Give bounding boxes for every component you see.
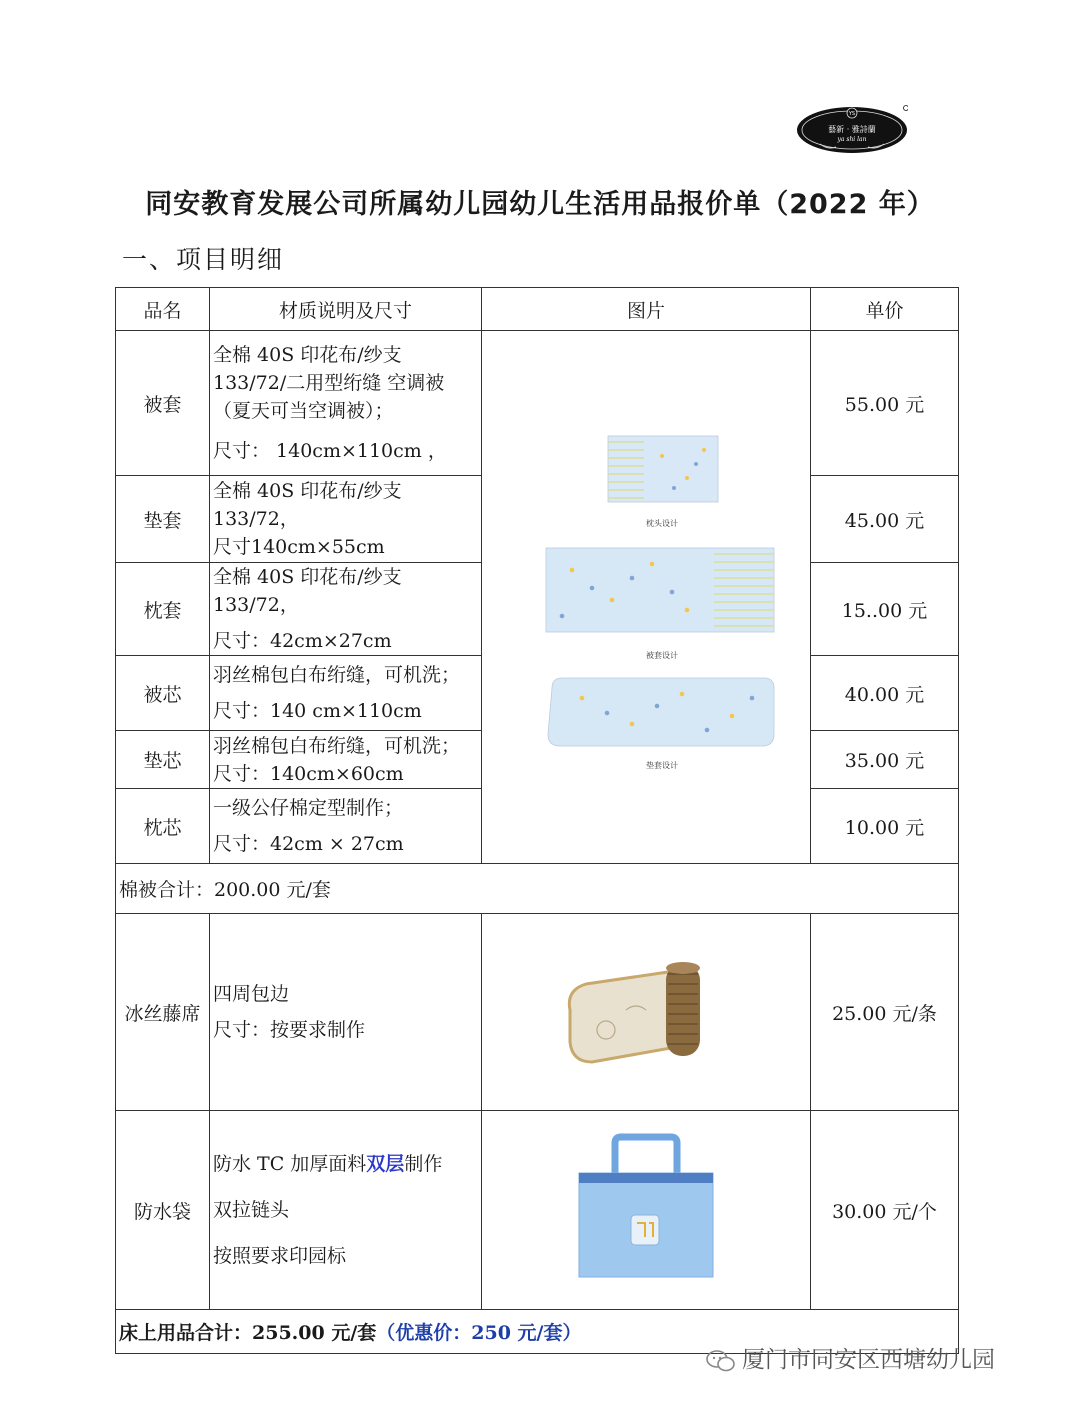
item-name: 防水袋	[116, 1111, 210, 1310]
mattress-caption: 垫套设计	[646, 760, 678, 770]
item-desc: 羽丝棉包白布绗缝，可机洗； 尺寸：140 cm×110cm	[210, 656, 482, 731]
pillow-illustration	[608, 436, 718, 502]
bag-image-cell	[482, 1111, 811, 1310]
grand-total: 床上用品合计：255.00 元/套	[119, 1322, 377, 1344]
bedding-set-image	[482, 338, 812, 852]
table-row	[116, 1111, 959, 1310]
item-name: 垫套	[116, 476, 210, 563]
quote-table	[115, 287, 959, 1354]
brand-logo	[796, 104, 908, 154]
bedding-subtotal: 棉被合计：200.00 元/套	[116, 864, 959, 914]
rattan-mat-image	[556, 950, 736, 1070]
mat-image-cell	[482, 914, 811, 1111]
discount-price: （优惠价：250 元/套）	[376, 1322, 582, 1344]
table-header-row	[116, 288, 959, 331]
item-name: 枕芯	[116, 789, 210, 864]
item-price: 25.00 元/条	[811, 914, 959, 1111]
footer-text: 厦门市同安区西塘幼儿园	[742, 1347, 995, 1373]
item-desc: 羽丝棉包白布绗缝，可机洗； 尺寸：140cm×60cm	[210, 731, 482, 789]
item-price: 15..00 元	[811, 563, 959, 656]
logo-text: 藝新 · 雅詩蘭	[828, 125, 876, 134]
wechat-icon	[706, 1349, 736, 1373]
item-name: 冰丝藤席	[116, 914, 210, 1111]
item-desc: 防水 TC 加厚面料双层制作 双拉链头 按照要求印园标	[210, 1111, 482, 1310]
item-price: 10.00 元	[811, 789, 959, 864]
section-heading: 一、项目明细	[122, 245, 285, 274]
header-name: 品名	[116, 288, 210, 331]
quilt-illustration	[546, 548, 774, 632]
header-price: 单价	[811, 288, 959, 331]
item-desc: 一级公仔棉定型制作； 尺寸：42cm × 27cm	[210, 789, 482, 864]
mattress-illustration	[548, 678, 774, 746]
table-row	[116, 914, 959, 1111]
item-name: 枕套	[116, 563, 210, 656]
item-price: 40.00 元	[811, 656, 959, 731]
item-price: 30.00 元/个	[811, 1111, 959, 1310]
waterproof-bag-image	[571, 1133, 721, 1283]
item-price: 35.00 元	[811, 731, 959, 789]
page-title: 同安教育发展公司所属幼儿园幼儿生活用品报价单（2022 年）	[145, 189, 935, 220]
pillow-caption: 枕头设计	[646, 518, 678, 528]
header-desc: 材质说明及尺寸	[210, 288, 482, 331]
header-image: 图片	[482, 288, 811, 331]
item-desc: 全棉 40S 印花布/纱支 133/72， 尺寸140cm×55cm	[210, 476, 482, 563]
subtotal-row	[116, 864, 959, 914]
item-name: 被芯	[116, 656, 210, 731]
item-desc: 四周包边 尺寸：按要求制作	[210, 914, 482, 1111]
logo-mark: YS	[848, 111, 856, 117]
table-row	[116, 331, 959, 476]
item-name: 被套	[116, 331, 210, 476]
item-price: 55.00 元	[811, 331, 959, 476]
footer-account	[706, 1341, 995, 1374]
item-price: 45.00 元	[811, 476, 959, 563]
item-name: 垫芯	[116, 731, 210, 789]
quilt-caption: 被套设计	[646, 650, 678, 660]
item-desc: 全棉 40S 印花布/纱支 133/72， 尺寸：42cm×27cm	[210, 563, 482, 656]
item-desc: 全棉 40S 印花布/纱支 133/72/二用型绗缝 空调被 （夏天可当空调被）； 尺寸： 140cm×110cm ，	[210, 331, 482, 476]
logo-subtext: ya shi lan	[837, 136, 867, 143]
bedding-image-cell	[482, 331, 811, 864]
highlight-text: 双层	[366, 1153, 405, 1175]
